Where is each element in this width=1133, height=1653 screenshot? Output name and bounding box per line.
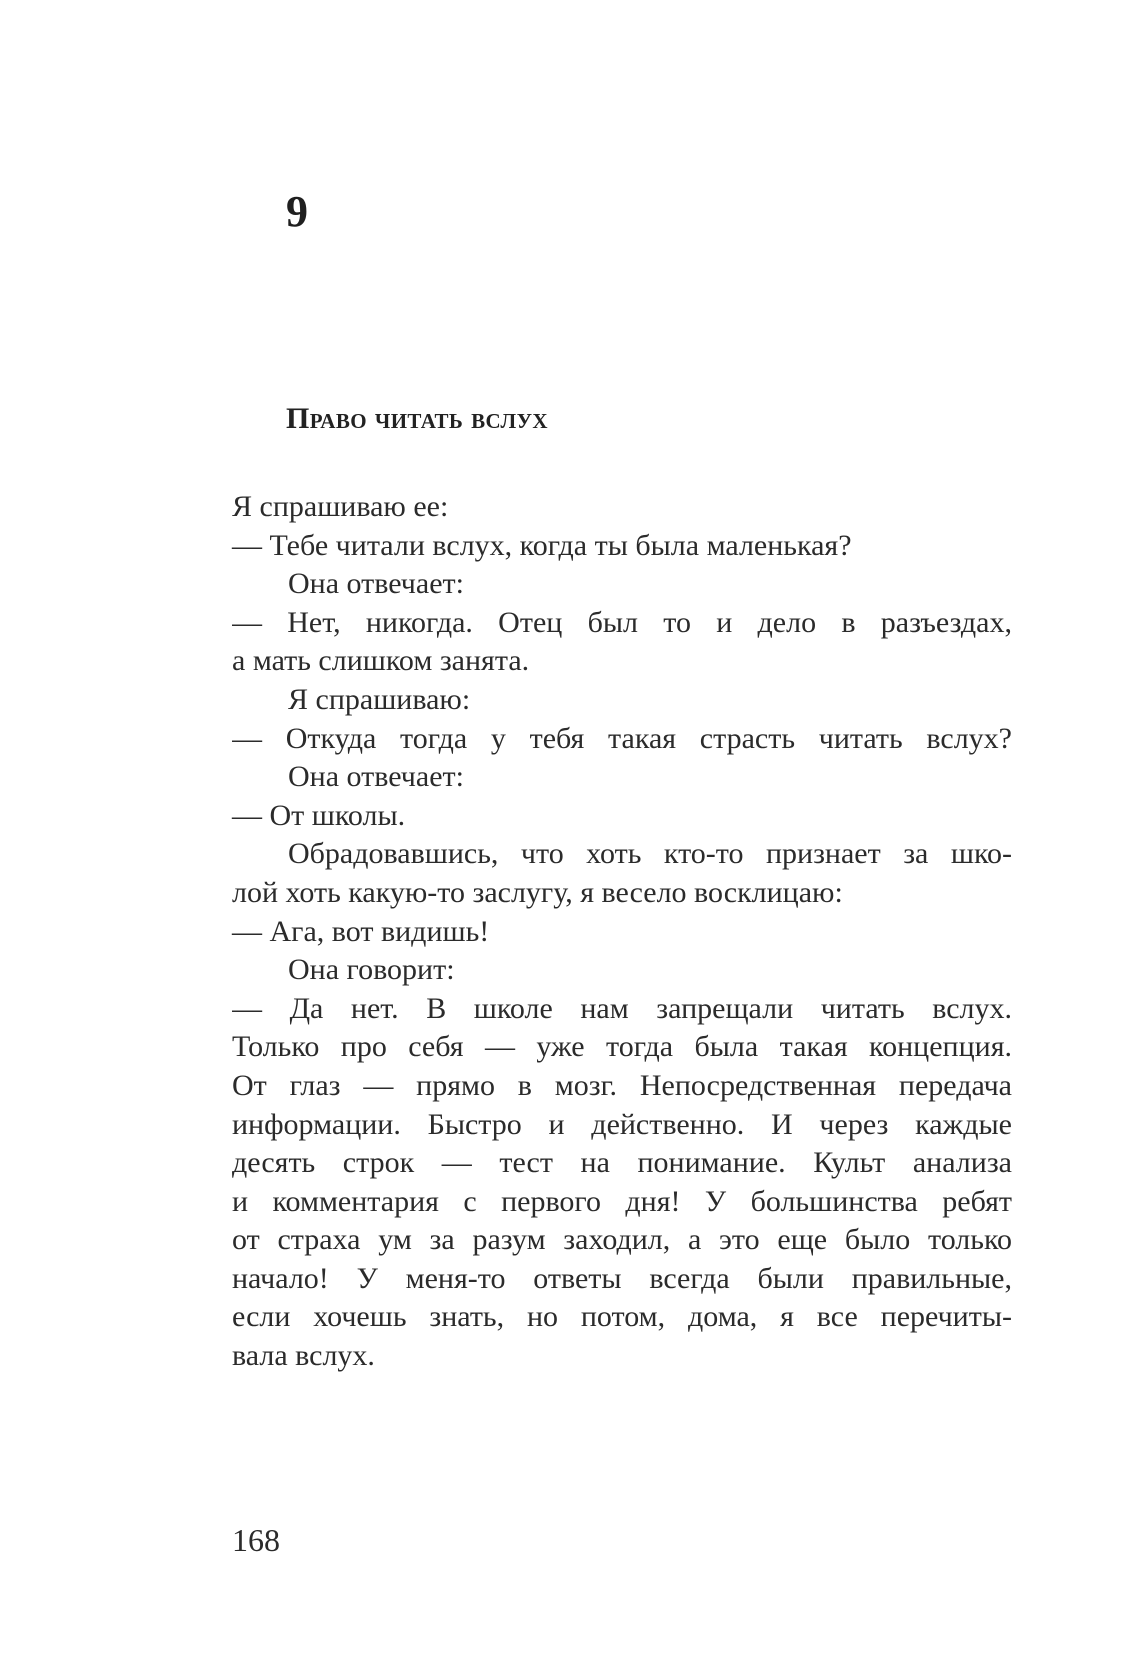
text-line: — От школы. <box>232 798 406 832</box>
text-line: — Нет, никогда. Отец был то и дело в разъездах, <box>232 605 1012 639</box>
text-line: Она отвечает: <box>288 567 464 601</box>
text-line: вала вслух. <box>232 1339 375 1373</box>
text-line: десять строк — тест на понимание. Культ анализа <box>232 1146 1012 1180</box>
text-line: Я спрашиваю: <box>288 682 471 716</box>
text-line: от страха ум за разум заходил, а это еще было только <box>232 1223 1012 1257</box>
text-line: если хочешь знать, но потом, дома, я все перечиты- <box>232 1300 1012 1334</box>
text-line: — Да нет. В школе нам запрещали читать вслух. <box>232 991 1012 1025</box>
text-line: Она отвечает: <box>288 760 464 794</box>
text-line: Обрадовавшись, что хоть кто-то признает за шко- <box>288 837 1012 871</box>
text-line: От глаз — прямо в мозг. Непосредственная передача <box>232 1068 1012 1102</box>
text-line: Только про себя — уже тогда была такая концепция. <box>232 1030 1012 1064</box>
chapter-number: 9 <box>286 187 308 236</box>
text-line: — Ага, вот видишь! <box>232 914 490 948</box>
text-line: Я спрашиваю ее: <box>232 490 449 523</box>
page-number: 168 <box>232 1522 280 1558</box>
text-line: информации. Быстро и действенно. И через каждые <box>232 1107 1012 1141</box>
body-text <box>232 488 1012 1376</box>
chapter-title: Право читать вслух <box>286 402 548 435</box>
text-line: Она говорит: <box>288 953 455 987</box>
text-line: — Тебе читали вслух, когда ты была маленькая? <box>232 528 852 562</box>
text-line: — Откуда тогда у тебя такая страсть читать вслух? <box>232 721 1012 755</box>
text-line: начало! У меня-то ответы всегда были правильные, <box>232 1261 1012 1295</box>
text-line: и комментария с первого дня! У большинства ребят <box>232 1184 1012 1218</box>
text-line: лой хоть какую-то заслугу, я весело восклицаю: <box>232 875 843 909</box>
text-line: а мать слишком занята. <box>232 644 530 678</box>
